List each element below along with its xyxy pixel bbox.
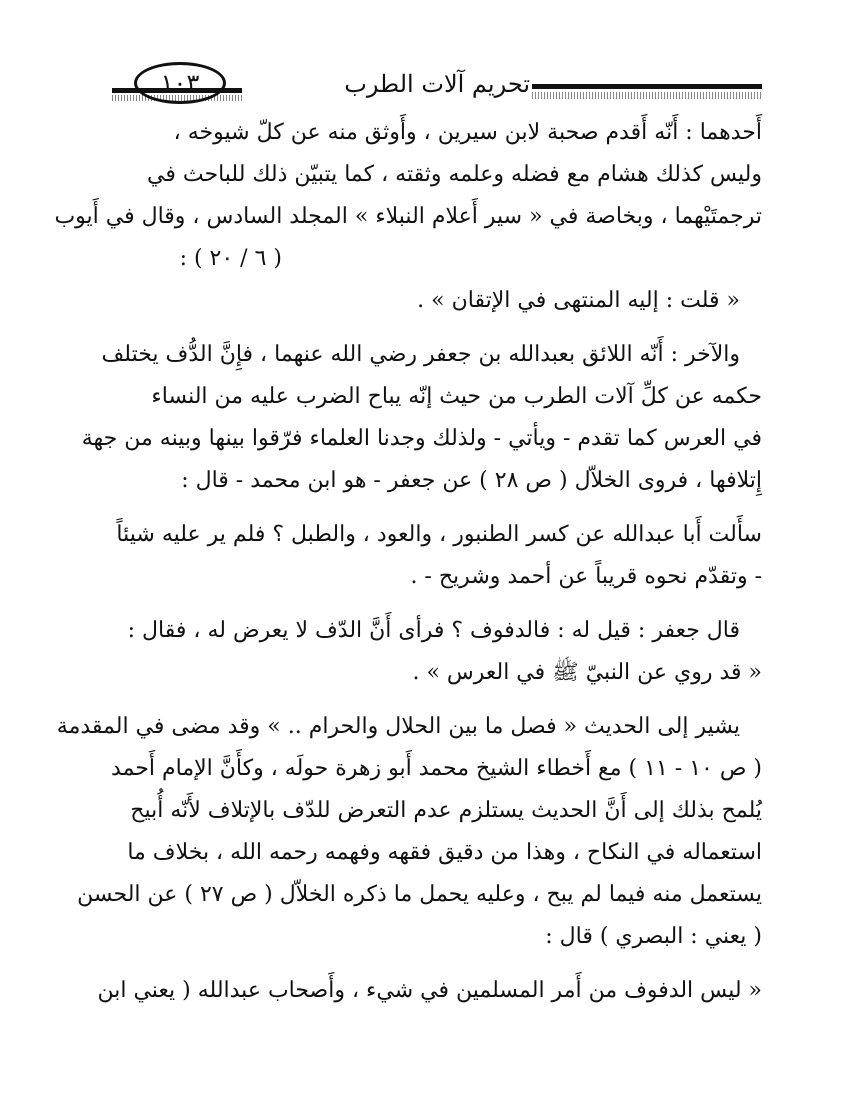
text-line: - وتقدّم نحوه قريباً عن أحمد وشريح - . [410,564,762,589]
text-line: يُلمح بذلك إلى أَنَّ الحديث يستلزم عدم التعرض للدّف بالإتلاف لأَنّه أُبيح [130,798,762,823]
text-line: سأَلت أَبا عبدالله عن كسر الطنبور ، والعود ، والطبل ؟ فلم ير عليه شيئاً [116,522,762,547]
paragraph [81,334,762,502]
text-line: يشير إلى الحديث « فصل ما بين الحلال والحرام .. » وقد مضى في المقدمة [56,714,740,739]
text-line: « ليس الدفوف من أَمر المسلمين في شيء ، وأَصحاب عبدالله ( يعني ابن [97,978,762,1003]
quote-paragraph [112,514,762,598]
quote-paragraph [97,970,762,1012]
running-title: تحريم آلات الطرب [344,70,530,98]
body-text [54,112,762,1012]
header-rule-right [532,84,762,89]
text-line: أَحدهما : أَنّه أَقدم صحبة لابن سيرين ، وأَوثق منه عن كلّ شيوخه ، [173,120,762,145]
paragraph [112,610,762,694]
quote-paragraph [112,280,762,322]
text-line: حكمه عن كلِّ آلات الطرب من حيث إنّه يباح الضرب عليه من النساء [151,384,762,409]
text-line: إِتلافها ، فروى الخلاّل ( ص ٢٨ ) عن جعفر - هو ابن محمد - قال : [181,468,762,493]
paragraph [56,706,762,958]
text-line: « قد روي عن النبيّ ﷺ في العرس » . [412,660,762,685]
text-line: « قلت : إليه المنتهى في الإتقان » . [417,288,740,313]
text-line: وليس كذلك هشام مع فضله وعلمه وثقته ، كما يتبيّن ذلك للباحث في [147,162,762,187]
page-number: ١٠٣ [134,62,226,104]
text-line: استعماله في النكاح ، وهذا من دقيق فقهه وفهمه رحمه الله ، بخلاف ما [127,840,762,865]
text-line: قال جعفر : قيل له : فالدفوف ؟ فرأى أَنَّ الدّف لا يعرض له ، فقال : [127,618,740,643]
text-line: في العرس كما تقدم - ويأتي - ولذلك وجدنا العلماء فرّقوا بينها وبينه من جهة [81,426,762,451]
text-line: ( ٦ / ٢٠ ) : [179,246,282,271]
text-line: ( يعني : البصري ) قال : [545,924,762,949]
text-line: يستعمل منه فيما لم يبح ، وعليه يحمل ما ذكره الخلاّل ( ص ٢٧ ) عن الحسن [77,882,762,907]
text-line: والآخر : أَنّه اللائق بعبدالله بن جعفر رضي الله عنهما ، فإِنَّ الدُّف يختلف [101,342,740,367]
page-header [112,52,762,108]
text-line: ترجمتَيْهما ، وبخاصة في « سير أَعلام النبلاء » المجلد السادس ، وقال في أَيوب [54,204,762,229]
paragraph [54,112,762,280]
text-line: ( ص ١٠ - ١١ ) مع أَخطاء الشيخ محمد أَبو زهرة حولَه ، وكأَنَّ الإمام أَحمد [111,756,762,781]
header-hatch-right [532,92,762,99]
